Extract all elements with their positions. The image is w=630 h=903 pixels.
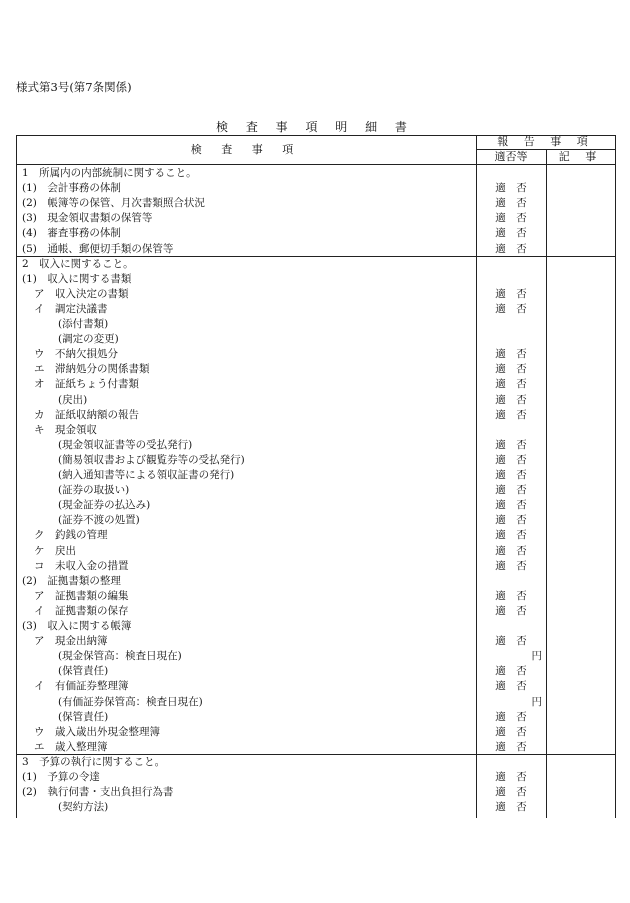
- row-status: 適 否: [495, 182, 527, 194]
- row-item-text: (現金証券の払込み): [58, 499, 151, 511]
- row-status: 適 否: [495, 303, 527, 315]
- table-right-border: [615, 135, 616, 818]
- row-item-text: (現金保管高：検査日現在): [58, 650, 182, 662]
- row-item-text: 2 収入に関すること。: [22, 258, 134, 270]
- row-item-text: (証券の取扱い): [58, 484, 130, 496]
- row-status: 適 否: [495, 605, 527, 617]
- row-item-text: 3 予算の執行に関すること。: [22, 756, 166, 768]
- row-item-text: (納入通知書等による領収証書の発行): [58, 469, 235, 481]
- row-item-text: (有価証券保管高：検査日現在): [58, 696, 203, 708]
- header-status: 適否等: [494, 150, 528, 163]
- row-status: 適 否: [495, 243, 527, 255]
- row-item-text: (契約方法): [58, 801, 109, 813]
- row-status: 適 否: [495, 499, 527, 511]
- row-item-text: コ 未収入金の措置: [34, 560, 129, 572]
- row-status: 円: [531, 696, 542, 708]
- row-status: 適 否: [495, 741, 527, 753]
- row-item-text: (簡易領収書および観覧券等の受払発行): [58, 454, 245, 466]
- row-item-text: (5) 通帳、郵便切手類の保管等: [22, 243, 174, 255]
- row-status: 適 否: [495, 680, 527, 692]
- row-item-text: (1) 会計事務の体制: [22, 182, 121, 194]
- row-status: 適 否: [495, 801, 527, 813]
- row-status: 適 否: [495, 394, 527, 406]
- row-status: 適 否: [495, 514, 527, 526]
- row-status: 適 否: [495, 378, 527, 390]
- row-status: 適 否: [495, 288, 527, 300]
- row-item-text: ウ 歳入歳出外現金整理簿: [34, 726, 160, 738]
- row-status: 適 否: [495, 454, 527, 466]
- row-item-text: ア 証拠書類の編集: [34, 590, 129, 602]
- row-item-text: (戻出): [58, 394, 88, 406]
- row-item-text: (2) 証拠書類の整理: [22, 575, 121, 587]
- row-item-text: エ 滞納処分の関係書類: [34, 363, 150, 375]
- header-inspection-items: 検 査 事 項: [190, 143, 302, 156]
- row-item-text: (3) 収入に関する帳簿: [22, 620, 132, 632]
- row-status: 適 否: [495, 665, 527, 677]
- row-item-text: イ 有価証券整理簿: [34, 680, 129, 692]
- row-item-text: (4) 審査事務の体制: [22, 227, 121, 239]
- row-status: 適 否: [495, 545, 527, 557]
- header-bottom-border: [16, 164, 615, 165]
- row-item-text: ア 現金出納簿: [34, 635, 108, 647]
- table-left-border: [16, 135, 17, 818]
- row-item-text: イ 証拠書類の保存: [34, 605, 129, 617]
- row-item-text: (保管責任): [58, 711, 109, 723]
- row-status: 適 否: [495, 711, 527, 723]
- row-item-text: オ 証紙ちょう付書類: [34, 378, 139, 390]
- row-item-text: (添付書類): [58, 318, 109, 330]
- row-status: 適 否: [495, 439, 527, 451]
- row-item-text: (証券不渡の処置): [58, 514, 140, 526]
- row-status: 適 否: [495, 348, 527, 360]
- row-item-text: キ 現金領収: [34, 424, 97, 436]
- row-status: 適 否: [495, 529, 527, 541]
- row-status: 適 否: [495, 484, 527, 496]
- document-title: 検 査 事 項 明 細 書: [216, 120, 414, 134]
- row-item-text: ク 釣銭の管理: [34, 529, 108, 541]
- row-item-text: (現金領収証書等の受払発行): [58, 439, 193, 451]
- row-item-text: イ 調定決議書: [34, 303, 108, 315]
- row-status: 適 否: [495, 771, 527, 783]
- row-item-text: ケ 戻出: [34, 545, 76, 557]
- row-status: 適 否: [495, 227, 527, 239]
- row-status: 適 否: [495, 726, 527, 738]
- row-item-text: ウ 不納欠損処分: [34, 348, 118, 360]
- row-status: 適 否: [495, 786, 527, 798]
- row-item-text: (調定の変更): [58, 333, 119, 345]
- row-item-text: カ 証紙収納額の報告: [34, 409, 139, 421]
- row-item-text: (2) 帳簿等の保管、月次書類照合状況: [22, 197, 205, 209]
- row-status: 円: [531, 650, 542, 662]
- row-status: 適 否: [495, 635, 527, 647]
- row-status: 適 否: [495, 590, 527, 602]
- header-notes: 記 事: [558, 150, 603, 163]
- row-item-text: (1) 収入に関する書類: [22, 273, 132, 285]
- header-report-items: 報 告 事 項: [497, 135, 594, 148]
- row-item-text: (保管責任): [58, 665, 109, 677]
- row-status: 適 否: [495, 560, 527, 572]
- form-label: 様式第3号(第7条関係): [16, 80, 132, 94]
- row-item-text: 1 所属内の内部統制に関すること。: [22, 167, 197, 179]
- row-item-text: (1) 予算の令達: [22, 771, 100, 783]
- row-item-text: (2) 執行伺書・支出負担行為書: [22, 786, 174, 798]
- row-item-text: ア 収入決定の書類: [34, 288, 129, 300]
- row-status: 適 否: [495, 409, 527, 421]
- status-column-divider: [546, 149, 547, 818]
- row-item-text: (3) 現金領収書類の保管等: [22, 212, 153, 224]
- row-status: 適 否: [495, 197, 527, 209]
- row-status: 適 否: [495, 469, 527, 481]
- row-status: 適 否: [495, 363, 527, 375]
- row-status: 適 否: [495, 212, 527, 224]
- row-item-text: エ 歳入整理簿: [34, 741, 108, 753]
